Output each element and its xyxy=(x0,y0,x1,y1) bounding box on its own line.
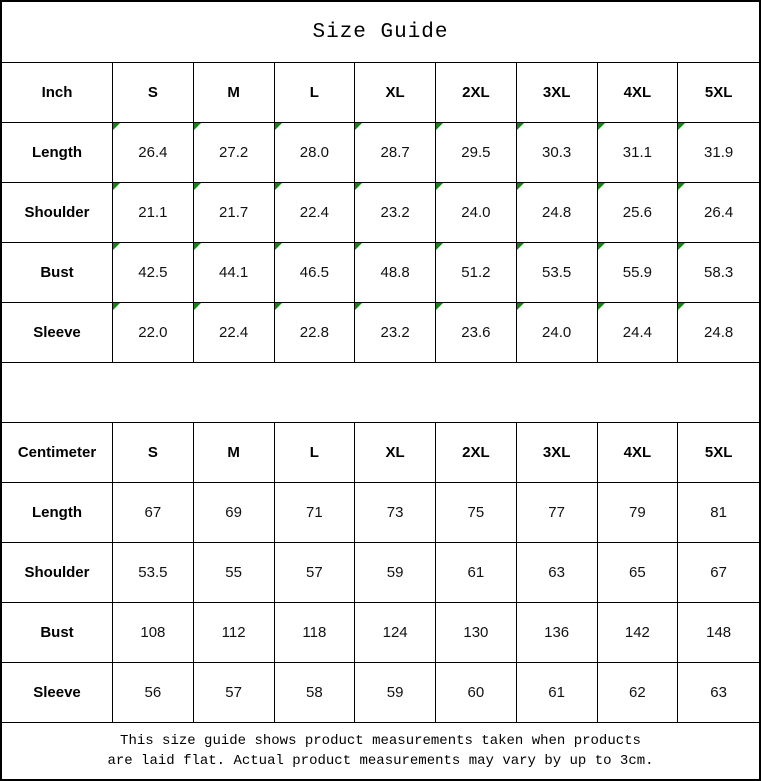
size-value-text: 59 xyxy=(386,564,404,581)
size-value-text: 23.6 xyxy=(461,324,491,341)
size-value-text: 57 xyxy=(225,684,242,701)
size-header xyxy=(678,63,759,123)
size-value-text: 75 xyxy=(467,504,485,521)
size-value-text: 124 xyxy=(382,624,408,641)
size-value xyxy=(678,183,759,243)
size-value xyxy=(517,603,598,663)
size-value xyxy=(194,303,275,363)
size-value-text: 77 xyxy=(548,504,565,521)
size-value-text: 73 xyxy=(386,504,404,521)
size-value xyxy=(436,543,517,603)
measure-label xyxy=(2,243,113,303)
size-value xyxy=(194,663,275,723)
size-value xyxy=(194,183,275,243)
cell-flag-triangle-icon xyxy=(678,183,685,190)
size-value-text: 46.5 xyxy=(299,264,329,281)
size-value-text: 21.7 xyxy=(219,204,249,221)
size-value-text: 58.3 xyxy=(704,264,734,281)
size-value xyxy=(194,603,275,663)
size-value-text: 53.5 xyxy=(138,564,168,581)
cell-flag-triangle-icon xyxy=(275,123,282,130)
cell-flag-triangle-icon xyxy=(113,183,120,190)
size-header-text: XL xyxy=(385,444,405,461)
size-value-text: 25.6 xyxy=(622,204,652,221)
size-header-text: 4XL xyxy=(623,84,652,101)
size-value xyxy=(275,183,356,243)
measure-label xyxy=(2,183,113,243)
size-value-text: 81 xyxy=(710,504,727,521)
size-value xyxy=(113,303,194,363)
size-header xyxy=(355,63,436,123)
page-title: Size Guide xyxy=(312,20,449,44)
title-row xyxy=(2,2,759,63)
size-value-text: 28.7 xyxy=(380,144,410,161)
size-value-text: 136 xyxy=(544,624,570,641)
footer-line-1: This size guide shows product measurements taken when products xyxy=(120,732,641,749)
size-header xyxy=(275,63,356,123)
size-value xyxy=(678,663,759,723)
cell-flag-triangle-icon xyxy=(598,243,605,250)
size-value-text: 57 xyxy=(306,564,323,581)
size-value-text: 56 xyxy=(144,684,162,701)
measure-label xyxy=(2,543,113,603)
size-value-text: 53.5 xyxy=(542,264,572,281)
size-value-text: 130 xyxy=(463,624,489,641)
inch-size-table xyxy=(2,63,759,363)
cell-flag-triangle-icon xyxy=(275,183,282,190)
cell-flag-triangle-icon xyxy=(598,183,605,190)
size-value-text: 59 xyxy=(386,684,404,701)
size-value xyxy=(355,543,436,603)
cell-flag-triangle-icon xyxy=(517,243,524,250)
size-value-text: 48.8 xyxy=(380,264,410,281)
measure-label-text: Bust xyxy=(40,624,74,641)
cell-flag-triangle-icon xyxy=(355,243,362,250)
cell-flag-triangle-icon xyxy=(517,183,524,190)
size-value xyxy=(113,663,194,723)
size-value-text: 24.4 xyxy=(622,324,652,341)
size-value xyxy=(113,123,194,183)
size-value-text: 22.4 xyxy=(219,324,249,341)
size-value-text: 79 xyxy=(629,504,646,521)
size-header-text: 5XL xyxy=(704,444,733,461)
size-value xyxy=(598,183,679,243)
size-value-text: 142 xyxy=(624,624,650,641)
size-header-text: 2XL xyxy=(462,84,490,101)
size-value xyxy=(598,483,679,543)
cell-flag-triangle-icon xyxy=(436,243,443,250)
footer-note xyxy=(2,723,759,779)
size-value-text: 24.0 xyxy=(461,204,491,221)
size-value xyxy=(275,483,356,543)
unit-header xyxy=(2,63,113,123)
size-value-text: 55 xyxy=(225,564,242,581)
size-header-text: S xyxy=(147,84,158,101)
cell-flag-triangle-icon xyxy=(355,123,362,130)
size-header-text: S xyxy=(147,444,158,461)
size-value-text: 108 xyxy=(140,624,166,641)
size-value-text: 21.1 xyxy=(138,204,168,221)
size-value-text: 148 xyxy=(706,624,732,641)
size-header xyxy=(194,423,275,483)
measure-label xyxy=(2,483,113,543)
size-value xyxy=(275,543,356,603)
size-value xyxy=(598,243,679,303)
size-value-text: 63 xyxy=(710,684,727,701)
size-value xyxy=(517,663,598,723)
size-value xyxy=(678,543,759,603)
size-value xyxy=(355,243,436,303)
size-value-text: 22.8 xyxy=(299,324,329,341)
unit-header xyxy=(2,423,113,483)
size-header-text: 3XL xyxy=(542,444,571,461)
size-value xyxy=(113,543,194,603)
size-value-text: 31.9 xyxy=(704,144,734,161)
size-value xyxy=(678,603,759,663)
cell-flag-triangle-icon xyxy=(517,303,524,310)
size-value xyxy=(598,303,679,363)
size-value-text: 23.2 xyxy=(380,204,410,221)
size-value xyxy=(598,663,679,723)
cell-flag-triangle-icon xyxy=(678,243,685,250)
cell-flag-triangle-icon xyxy=(194,303,201,310)
size-header-text: M xyxy=(227,84,240,101)
size-value-text: 58 xyxy=(306,684,323,701)
measure-label-text: Bust xyxy=(40,264,74,281)
size-header xyxy=(436,423,517,483)
measure-label-text: Sleeve xyxy=(33,324,81,341)
size-value xyxy=(194,543,275,603)
size-value-text: 24.8 xyxy=(704,324,734,341)
size-value xyxy=(194,123,275,183)
size-value-text: 24.8 xyxy=(542,204,572,221)
size-header xyxy=(113,423,194,483)
measure-label-text: Shoulder xyxy=(24,204,90,221)
size-value xyxy=(598,543,679,603)
size-header xyxy=(113,63,194,123)
size-value-text: 26.4 xyxy=(138,144,168,161)
size-value xyxy=(194,243,275,303)
size-value xyxy=(275,303,356,363)
size-value xyxy=(275,603,356,663)
cell-flag-triangle-icon xyxy=(113,303,120,310)
cell-flag-triangle-icon xyxy=(194,183,201,190)
size-value-text: 55.9 xyxy=(622,264,652,281)
size-value xyxy=(598,123,679,183)
size-value-text: 65 xyxy=(629,564,646,581)
size-value-text: 61 xyxy=(548,684,565,701)
size-header-text: L xyxy=(309,444,319,461)
measure-label-text: Length xyxy=(32,144,82,161)
size-value xyxy=(436,123,517,183)
size-value xyxy=(275,123,356,183)
size-value-text: 30.3 xyxy=(542,144,572,161)
size-value-text: 112 xyxy=(221,624,246,641)
size-value-text: 29.5 xyxy=(461,144,491,161)
size-header-text: XL xyxy=(385,84,405,101)
size-header xyxy=(194,63,275,123)
size-header xyxy=(275,423,356,483)
size-value xyxy=(517,483,598,543)
spacer-row xyxy=(2,363,759,423)
size-value xyxy=(678,303,759,363)
size-header xyxy=(436,63,517,123)
size-value-text: 67 xyxy=(710,564,727,581)
cell-flag-triangle-icon xyxy=(598,303,605,310)
size-value xyxy=(194,483,275,543)
measure-label xyxy=(2,663,113,723)
measure-label xyxy=(2,123,113,183)
size-value xyxy=(436,243,517,303)
size-value-text: 69 xyxy=(225,504,242,521)
size-value xyxy=(355,603,436,663)
size-header xyxy=(598,63,679,123)
cell-flag-triangle-icon xyxy=(598,123,605,130)
measure-label xyxy=(2,303,113,363)
size-header-text: M xyxy=(227,444,240,461)
size-header-text: 2XL xyxy=(462,444,490,461)
size-value-text: 71 xyxy=(306,504,323,521)
size-value xyxy=(355,123,436,183)
size-value-text: 31.1 xyxy=(622,144,652,161)
size-value xyxy=(355,483,436,543)
size-value xyxy=(355,303,436,363)
size-header xyxy=(678,423,759,483)
size-value xyxy=(275,243,356,303)
size-header xyxy=(517,63,598,123)
size-value xyxy=(517,183,598,243)
cell-flag-triangle-icon xyxy=(436,303,443,310)
size-value xyxy=(436,183,517,243)
size-value-text: 22.0 xyxy=(138,324,168,341)
size-value-text: 60 xyxy=(467,684,485,701)
size-value xyxy=(436,303,517,363)
measure-label-text: Length xyxy=(32,504,82,521)
size-value-text: 26.4 xyxy=(704,204,734,221)
size-value xyxy=(275,663,356,723)
size-header-text: 4XL xyxy=(623,444,652,461)
size-value xyxy=(113,243,194,303)
size-value xyxy=(436,483,517,543)
cell-flag-triangle-icon xyxy=(678,303,685,310)
cell-flag-triangle-icon xyxy=(113,123,120,130)
size-value xyxy=(517,123,598,183)
size-value-text: 62 xyxy=(629,684,646,701)
footer-line-2: are laid flat. Actual product measurements may vary by up to 3cm. xyxy=(107,753,654,769)
size-value xyxy=(678,123,759,183)
size-value-text: 24.0 xyxy=(542,324,572,341)
unit-header-text: Centimeter xyxy=(17,444,97,461)
size-value-text: 42.5 xyxy=(138,264,168,281)
size-header-text: 5XL xyxy=(704,84,733,101)
size-header-text: L xyxy=(309,84,319,101)
size-value xyxy=(436,663,517,723)
cell-flag-triangle-icon xyxy=(436,183,443,190)
size-value xyxy=(598,603,679,663)
measure-label-text: Sleeve xyxy=(33,684,81,701)
size-header-text: 3XL xyxy=(542,84,571,101)
size-value xyxy=(517,543,598,603)
size-value-text: 23.2 xyxy=(380,324,410,341)
cell-flag-triangle-icon xyxy=(355,303,362,310)
cell-flag-triangle-icon xyxy=(275,303,282,310)
size-header xyxy=(355,423,436,483)
size-value-text: 118 xyxy=(302,624,327,641)
size-value-text: 51.2 xyxy=(461,264,491,281)
size-value-text: 44.1 xyxy=(219,264,249,281)
cell-flag-triangle-icon xyxy=(194,243,201,250)
size-value xyxy=(113,483,194,543)
size-value-text: 63 xyxy=(548,564,565,581)
size-value xyxy=(355,663,436,723)
size-value xyxy=(436,603,517,663)
measure-label xyxy=(2,603,113,663)
cell-flag-triangle-icon xyxy=(436,123,443,130)
size-value-text: 27.2 xyxy=(219,144,249,161)
cell-flag-triangle-icon xyxy=(517,123,524,130)
size-value-text: 67 xyxy=(144,504,162,521)
size-value-text: 61 xyxy=(467,564,485,581)
size-header xyxy=(598,423,679,483)
unit-header-text: Inch xyxy=(41,84,73,101)
size-value xyxy=(517,303,598,363)
size-value xyxy=(113,603,194,663)
size-value-text: 28.0 xyxy=(299,144,329,161)
size-header xyxy=(517,423,598,483)
size-value-text: 22.4 xyxy=(299,204,329,221)
size-value xyxy=(355,183,436,243)
size-value xyxy=(113,183,194,243)
cell-flag-triangle-icon xyxy=(678,123,685,130)
centimeter-size-table xyxy=(2,423,759,723)
cell-flag-triangle-icon xyxy=(275,243,282,250)
cell-flag-triangle-icon xyxy=(355,183,362,190)
size-value xyxy=(678,243,759,303)
cell-flag-triangle-icon xyxy=(194,123,201,130)
size-value xyxy=(678,483,759,543)
measure-label-text: Shoulder xyxy=(24,564,90,581)
size-value xyxy=(517,243,598,303)
cell-flag-triangle-icon xyxy=(113,243,120,250)
